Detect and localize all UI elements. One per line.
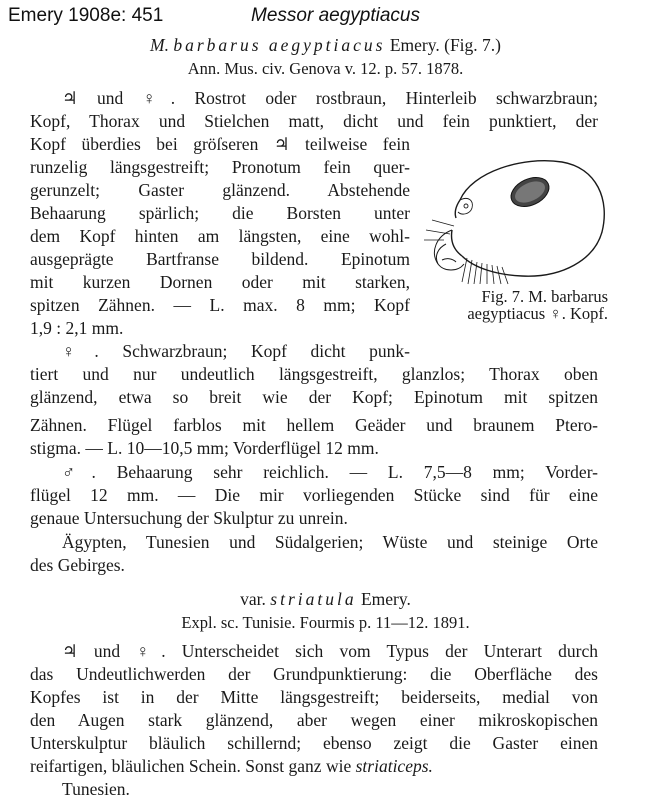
body-line: ♃ und ♀. Rostrot oder rostbraun, Hinterleib schwarzbraun; xyxy=(62,88,598,108)
body-line: Kopf, Thorax und Stielchen matt, dicht und fein punktiert, der xyxy=(30,111,598,131)
body-line: gerunzelt; Gaster glänzend. Abstehende xyxy=(30,180,410,200)
body-line: Kopfes ist in der Mitte längsgestreift; beiderseits, medial von xyxy=(30,687,598,707)
title-var: var. xyxy=(240,589,271,609)
body-line: Ägypten, Tunesien und Südalgerien; Wüste und steinige Orte xyxy=(62,532,598,552)
body-line: den Augen stark glänzend, aber wegen einer mikroskopischen xyxy=(30,710,598,730)
reference-label: Emery 1908e: 451 xyxy=(8,5,164,26)
body-text: reifartigen, bläulichen Schein. Sonst ganz wie xyxy=(30,756,352,776)
body-line: mit kurzen Dornen oder mit starken, xyxy=(30,272,410,292)
body-line: runzelig längsgestreift; Pronotum fein quer- xyxy=(30,157,410,177)
body-italic: striaticeps. xyxy=(355,756,433,776)
title-variety: striatula xyxy=(270,589,357,609)
ant-head-outline xyxy=(451,161,604,276)
body-line: ♃ und ♀. Unterscheidet sich vom Typus der Unterart durch xyxy=(62,641,598,661)
body-line: 1,9 : 2,1 mm. xyxy=(30,318,124,338)
body-line: des Gebirges. xyxy=(30,555,125,575)
body-line xyxy=(30,755,598,778)
body-line: Kopf überdies bei gröſseren ♃ teilweise fein xyxy=(30,134,410,154)
taxon-label: Messor aegyptiacus xyxy=(251,5,420,26)
section1-citation: Ann. Mus. civ. Genova v. 12. p. 57. 1878. xyxy=(187,59,464,78)
body-line: das Undeutlichwerden der Grundpunktierung: die Oberfläche des xyxy=(30,664,598,684)
body-line: ausgeprägte Bartfranse bildend. Epinotum xyxy=(30,249,410,269)
body-line: ♂. Behaarung sehr reichlich. — L. 7,5—8 mm; Vorder- xyxy=(62,462,598,482)
ant-head-figure xyxy=(412,160,612,285)
body-line: glänzend, etwa so breit wie der Kopf; Epinotum mit spitzen xyxy=(30,387,598,407)
title-author: Emery. xyxy=(356,589,411,609)
body-line: Behaarung spärlich; die Borsten unter xyxy=(30,203,410,223)
title-author: Emery. (Fig. 7.) xyxy=(385,35,501,55)
body-line: ♀. Schwarzbraun; Kopf dicht punk- xyxy=(62,341,410,361)
title-species: barbarus aegyptiacus xyxy=(173,35,386,55)
section2-citation: Expl. sc. Tunisie. Fourmis p. 11—12. 1891. xyxy=(181,613,470,632)
body-line: Unterskulptur bläulich schillernd; ebenso zeigt die Gaster einen xyxy=(30,733,598,753)
body-line: Zähnen. Flügel farblos mit hellem Geäder und braunem Ptero- xyxy=(30,415,598,435)
mandible-icon xyxy=(434,230,464,270)
body-line: dem Kopf hinten am längsten, eine wohl- xyxy=(30,226,410,246)
body-line: tiert und nur undeutlich längsgestreift, glanzlos; Thorax oben xyxy=(30,364,598,384)
body-line: genaue Untersuchung der Skulptur zu unrein. xyxy=(30,508,348,528)
compound-eye-icon xyxy=(506,172,553,212)
figure-caption-line1: Fig. 7. M. barbarus xyxy=(481,287,608,306)
figure-caption-line2: aegyptiacus ♀. Kopf. xyxy=(467,304,608,323)
body-line: Tunesien. xyxy=(62,779,130,799)
section1-title xyxy=(0,34,651,57)
body-line: stigma. — L. 10—10,5 mm; Vorderflügel 12 mm. xyxy=(30,438,379,458)
beard-bristles-icon xyxy=(424,220,508,284)
body-line: spitzen Zähnen. — L. max. 8 mm; Kopf xyxy=(30,295,410,315)
title-genus: M. xyxy=(150,35,174,55)
body-line: flügel 12 mm. — Die mir vorliegenden Stücke sind für eine xyxy=(30,485,598,505)
section2-title xyxy=(0,588,651,611)
